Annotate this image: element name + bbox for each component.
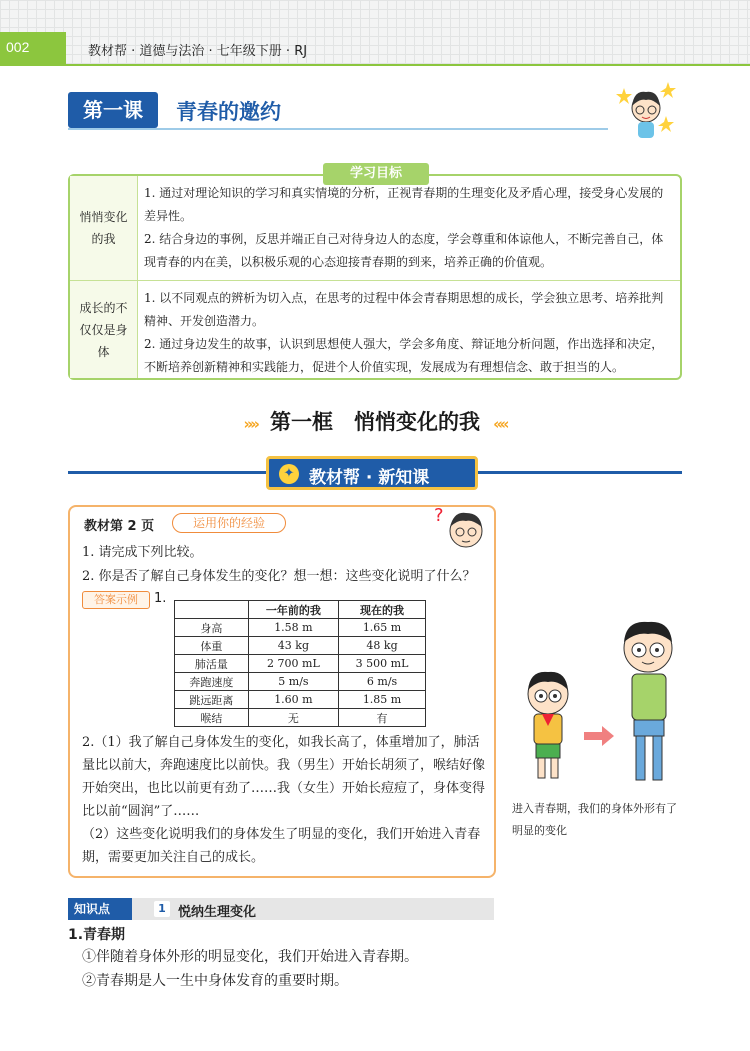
learning-goals-tag: 学习目标 bbox=[323, 163, 429, 185]
table-row bbox=[175, 709, 426, 727]
goal-topic: 悄悄变化的我 bbox=[70, 176, 138, 280]
page-header bbox=[0, 0, 750, 66]
table-cell: 5 m/s bbox=[248, 673, 338, 691]
table-cell: 肺活量 bbox=[175, 655, 249, 673]
goal-row-1 bbox=[70, 176, 680, 280]
page-number: 002 bbox=[6, 39, 30, 55]
svg-text:?: ? bbox=[434, 505, 444, 526]
learning-goals-table bbox=[68, 174, 682, 380]
table-cell: 有 bbox=[339, 709, 426, 727]
goal-item: 2. 通过身边发生的故事，认识到思想使人强大，学会多角度、辩证地分析问题，作出选择和决定，不断培养创新精神和实践能力，促进个人价值实现，发展成为有理想信念、敢于担当的人。 bbox=[144, 337, 664, 374]
table-cell: 身高 bbox=[175, 619, 249, 637]
knowledge-point-item: ①伴随着身体外形的明显变化，我们开始进入青春期。 bbox=[82, 949, 418, 965]
knowledge-point-title: 悦纳生理变化 bbox=[178, 905, 257, 920]
knowledge-point-tag: 知识点 bbox=[68, 898, 132, 920]
table-header: 一年前的我 bbox=[248, 601, 338, 619]
table-cell: 1.58 m bbox=[248, 619, 338, 637]
table-header bbox=[175, 601, 249, 619]
answer-2 bbox=[82, 731, 488, 869]
table-cell: 2 700 mL bbox=[248, 655, 338, 673]
lesson-badge: 第一课 bbox=[68, 92, 158, 128]
table-row bbox=[175, 691, 426, 709]
banner-text: 教材帮 · 新知课 bbox=[309, 468, 430, 488]
goal-items bbox=[144, 287, 674, 379]
question-1: 1. 请完成下列比较。 bbox=[82, 545, 203, 560]
knowledge-point-number: 1 bbox=[154, 901, 170, 917]
table-cell: 48 kg bbox=[339, 637, 426, 655]
goal-topic: 成长的不仅仅是身体 bbox=[70, 281, 138, 378]
knowledge-point-item: ②青春期是人一生中身体发育的重要时期。 bbox=[82, 973, 348, 989]
table-cell: 喉结 bbox=[175, 709, 249, 727]
table-cell: 体重 bbox=[175, 637, 249, 655]
chevrons-left-icon: »» bbox=[243, 415, 257, 433]
table-cell: 1.60 m bbox=[248, 691, 338, 709]
table-row bbox=[175, 637, 426, 655]
experience-tag: 运用你的经验 bbox=[172, 513, 286, 533]
table-cell: 跳远距离 bbox=[175, 691, 249, 709]
table-cell: 6 m/s bbox=[339, 673, 426, 691]
illustration-caption: 进入青春期，我们的身体外形有了明显的变化 bbox=[512, 802, 677, 837]
goal-items bbox=[144, 182, 674, 274]
lightbulb-icon: ✦ bbox=[279, 464, 299, 484]
table-cell: 无 bbox=[248, 709, 338, 727]
lesson-rule bbox=[68, 128, 608, 130]
header-rule bbox=[66, 64, 750, 66]
goal-item: 2. 结合身边的事例，反思并端正自己对待身边人的态度，学会尊重和体谅他人，不断完善自己，体现青春的内在美，以积极乐观的心态迎接青春期的到来，培养正确的价值观。 bbox=[144, 232, 664, 269]
table-row bbox=[175, 655, 426, 673]
goal-item: 1. 通过对理论知识的学习和真实情境的分析，正视青春期的生理变化及矛盾心理，接受身心发展的差异性。 bbox=[144, 186, 664, 223]
experience-box bbox=[68, 505, 496, 878]
new-lesson-banner bbox=[266, 456, 478, 490]
table-row bbox=[175, 673, 426, 691]
answer-number: 1. bbox=[154, 591, 167, 606]
table-header: 现在的我 bbox=[339, 601, 426, 619]
table-cell: 1.65 m bbox=[339, 619, 426, 637]
answer-2-part-1: 2.（1）我了解自己身体发生的变化，如我长高了，体重增加了，肺活量比以前大，奔跑速度比以前快。我（男生）开始长胡须了，喉结好像开始突出，也比以前更有劲了……我（女生）开始长痘痘了，身体变得比以前“圆润”了…… bbox=[82, 735, 486, 819]
table-cell: 1.85 m bbox=[339, 691, 426, 709]
table-cell: 43 kg bbox=[248, 637, 338, 655]
lesson-title: 青春的邀约 bbox=[176, 100, 281, 124]
page-number-box bbox=[0, 32, 66, 66]
growing-boy-illustration bbox=[508, 602, 688, 792]
table-cell: 奔跑速度 bbox=[175, 673, 249, 691]
table-header-row bbox=[175, 601, 426, 619]
table-row bbox=[175, 619, 426, 637]
goal-item: 1. 以不同观点的辨析为切入点，在思考的过程中体会青春期思想的成长，学会独立思考、培养批判精神、开发创造潜力。 bbox=[144, 291, 664, 328]
subheading: 1.青春期 bbox=[68, 927, 126, 943]
section-heading bbox=[225, 406, 525, 436]
goal-row-2 bbox=[70, 281, 680, 378]
knowledge-point-bar bbox=[68, 898, 494, 920]
girl-with-stars-illustration bbox=[616, 80, 676, 144]
chevrons-right-icon: «« bbox=[493, 415, 507, 433]
textbook-page-ref: 教材第 2 页 bbox=[84, 519, 155, 534]
comparison-table bbox=[174, 600, 426, 727]
thinking-boy-icon bbox=[432, 499, 492, 559]
answer-2-part-2: （2）这些变化说明我们的身体发生了明显的变化，我们开始进入青春期，需要更加关注自己的成长。 bbox=[82, 827, 481, 865]
answer-example-tag: 答案示例 bbox=[82, 591, 150, 609]
table-cell: 3 500 mL bbox=[339, 655, 426, 673]
question-2: 2. 你是否了解自己身体发生的变化？想一想：这些变化说明了什么？ bbox=[82, 569, 476, 584]
book-title: 教材帮 · 道德与法治 · 七年级下册 · RJ bbox=[88, 44, 308, 59]
section-title: 第一框 悄悄变化的我 bbox=[270, 410, 480, 434]
